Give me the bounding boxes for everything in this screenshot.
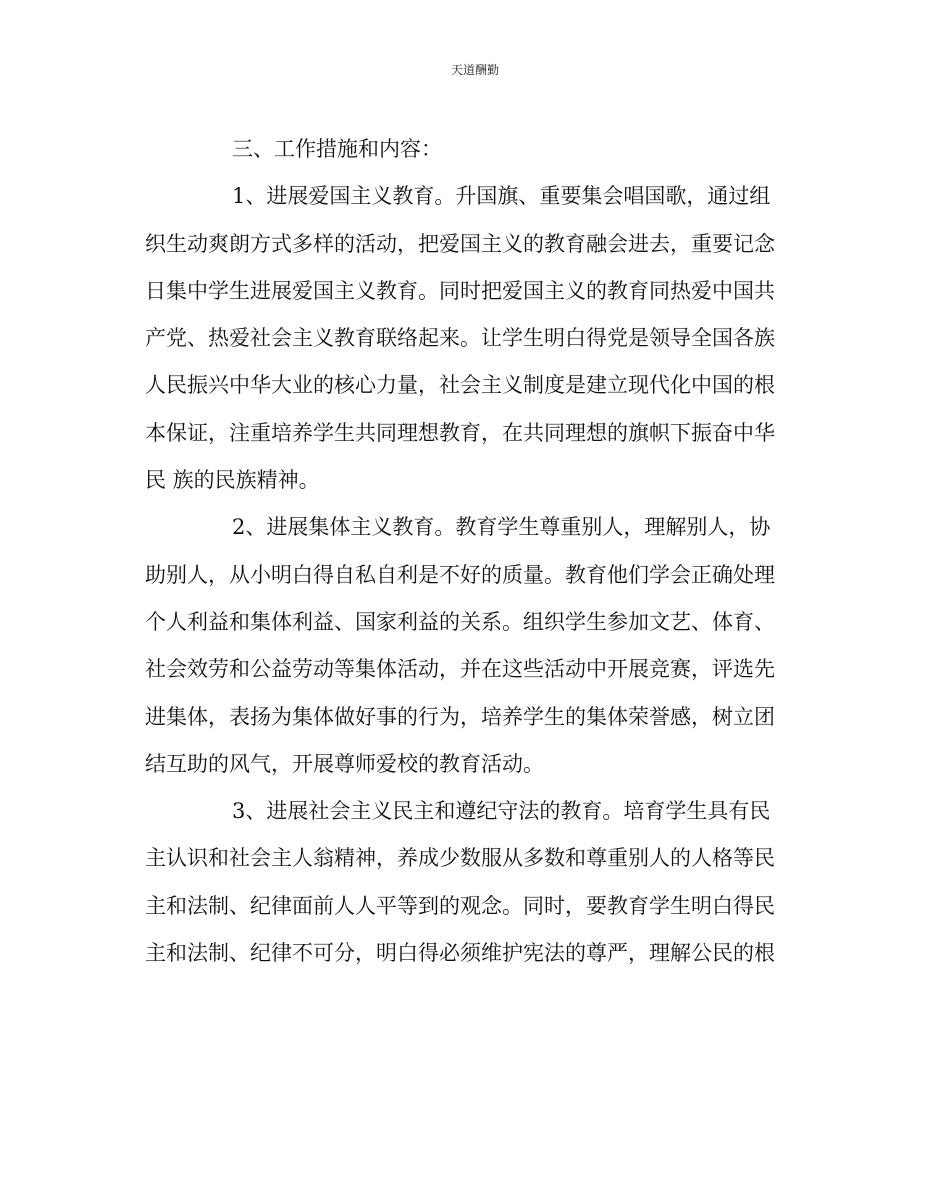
paragraph-line: 2、进展集体主义教育。教育学生尊重别人，理解别人，协	[232, 515, 771, 540]
paragraph-line: 人民振兴中华大业的核心力量，社会主义制度是建立现代化中国的根	[145, 373, 775, 398]
paragraph-line: 主认识和社会主人翁精神，养成少数服从多数和尊重别人的人格等民	[145, 846, 775, 871]
paragraph-line: 1、进展爱国主义教育。升国旗、重要集会唱国歌，通过组	[232, 184, 771, 209]
paragraph-line: 民 族的民族精神。	[145, 468, 320, 493]
paragraph-line: 社会效劳和公益劳动等集体活动，并在这些活动中开展竞赛，评选先	[145, 657, 775, 682]
paragraph-line: 3、进展社会主义民主和遵纪守法的教育。培育学生具有民	[232, 799, 771, 824]
paragraph-line: 助别人，从小明白得自私自利是不好的质量。教育他们学会正确处理	[145, 562, 775, 587]
paragraph-2	[145, 504, 805, 788]
paragraph-line: 主和法制、纪律不可分，明白得必须维护宪法的尊严，理解公民的根	[145, 941, 775, 966]
paragraph-1	[145, 173, 805, 504]
paragraph-line: 产党、热爱社会主义教育联络起来。让学生明白得党是领导全国各族	[145, 326, 775, 351]
paragraph-line: 结互助的风气，开展尊师爱校的教育活动。	[145, 751, 544, 776]
paragraph-line: 主和法制、纪律面前人人平等到的观念。同时，要教育学生明白得民	[145, 893, 775, 918]
paragraph-line: 本保证，注重培养学生共同理想教育，在共同理想的旗帜下振奋中华	[145, 420, 775, 445]
paragraph-line: 个人利益和集体利益、国家利益的关系。组织学生参加文艺、体育、	[145, 609, 775, 634]
paragraph-line: 日集中学生进展爱国主义教育。同时把爱国主义的教育同热爱中国共	[145, 278, 775, 303]
section-heading: 三、工作措施和内容：	[232, 137, 442, 161]
paragraph-line: 织生动爽朗方式多样的活动，把爱国主义的教育融会进去，重要记念	[145, 231, 775, 256]
page-header: 天道酬勤	[450, 63, 499, 77]
paragraph-3	[145, 788, 805, 977]
document-body	[145, 126, 805, 977]
paragraph-line: 进集体，表扬为集体做好事的行为，培养学生的集体荣誉感，树立团	[145, 704, 775, 729]
